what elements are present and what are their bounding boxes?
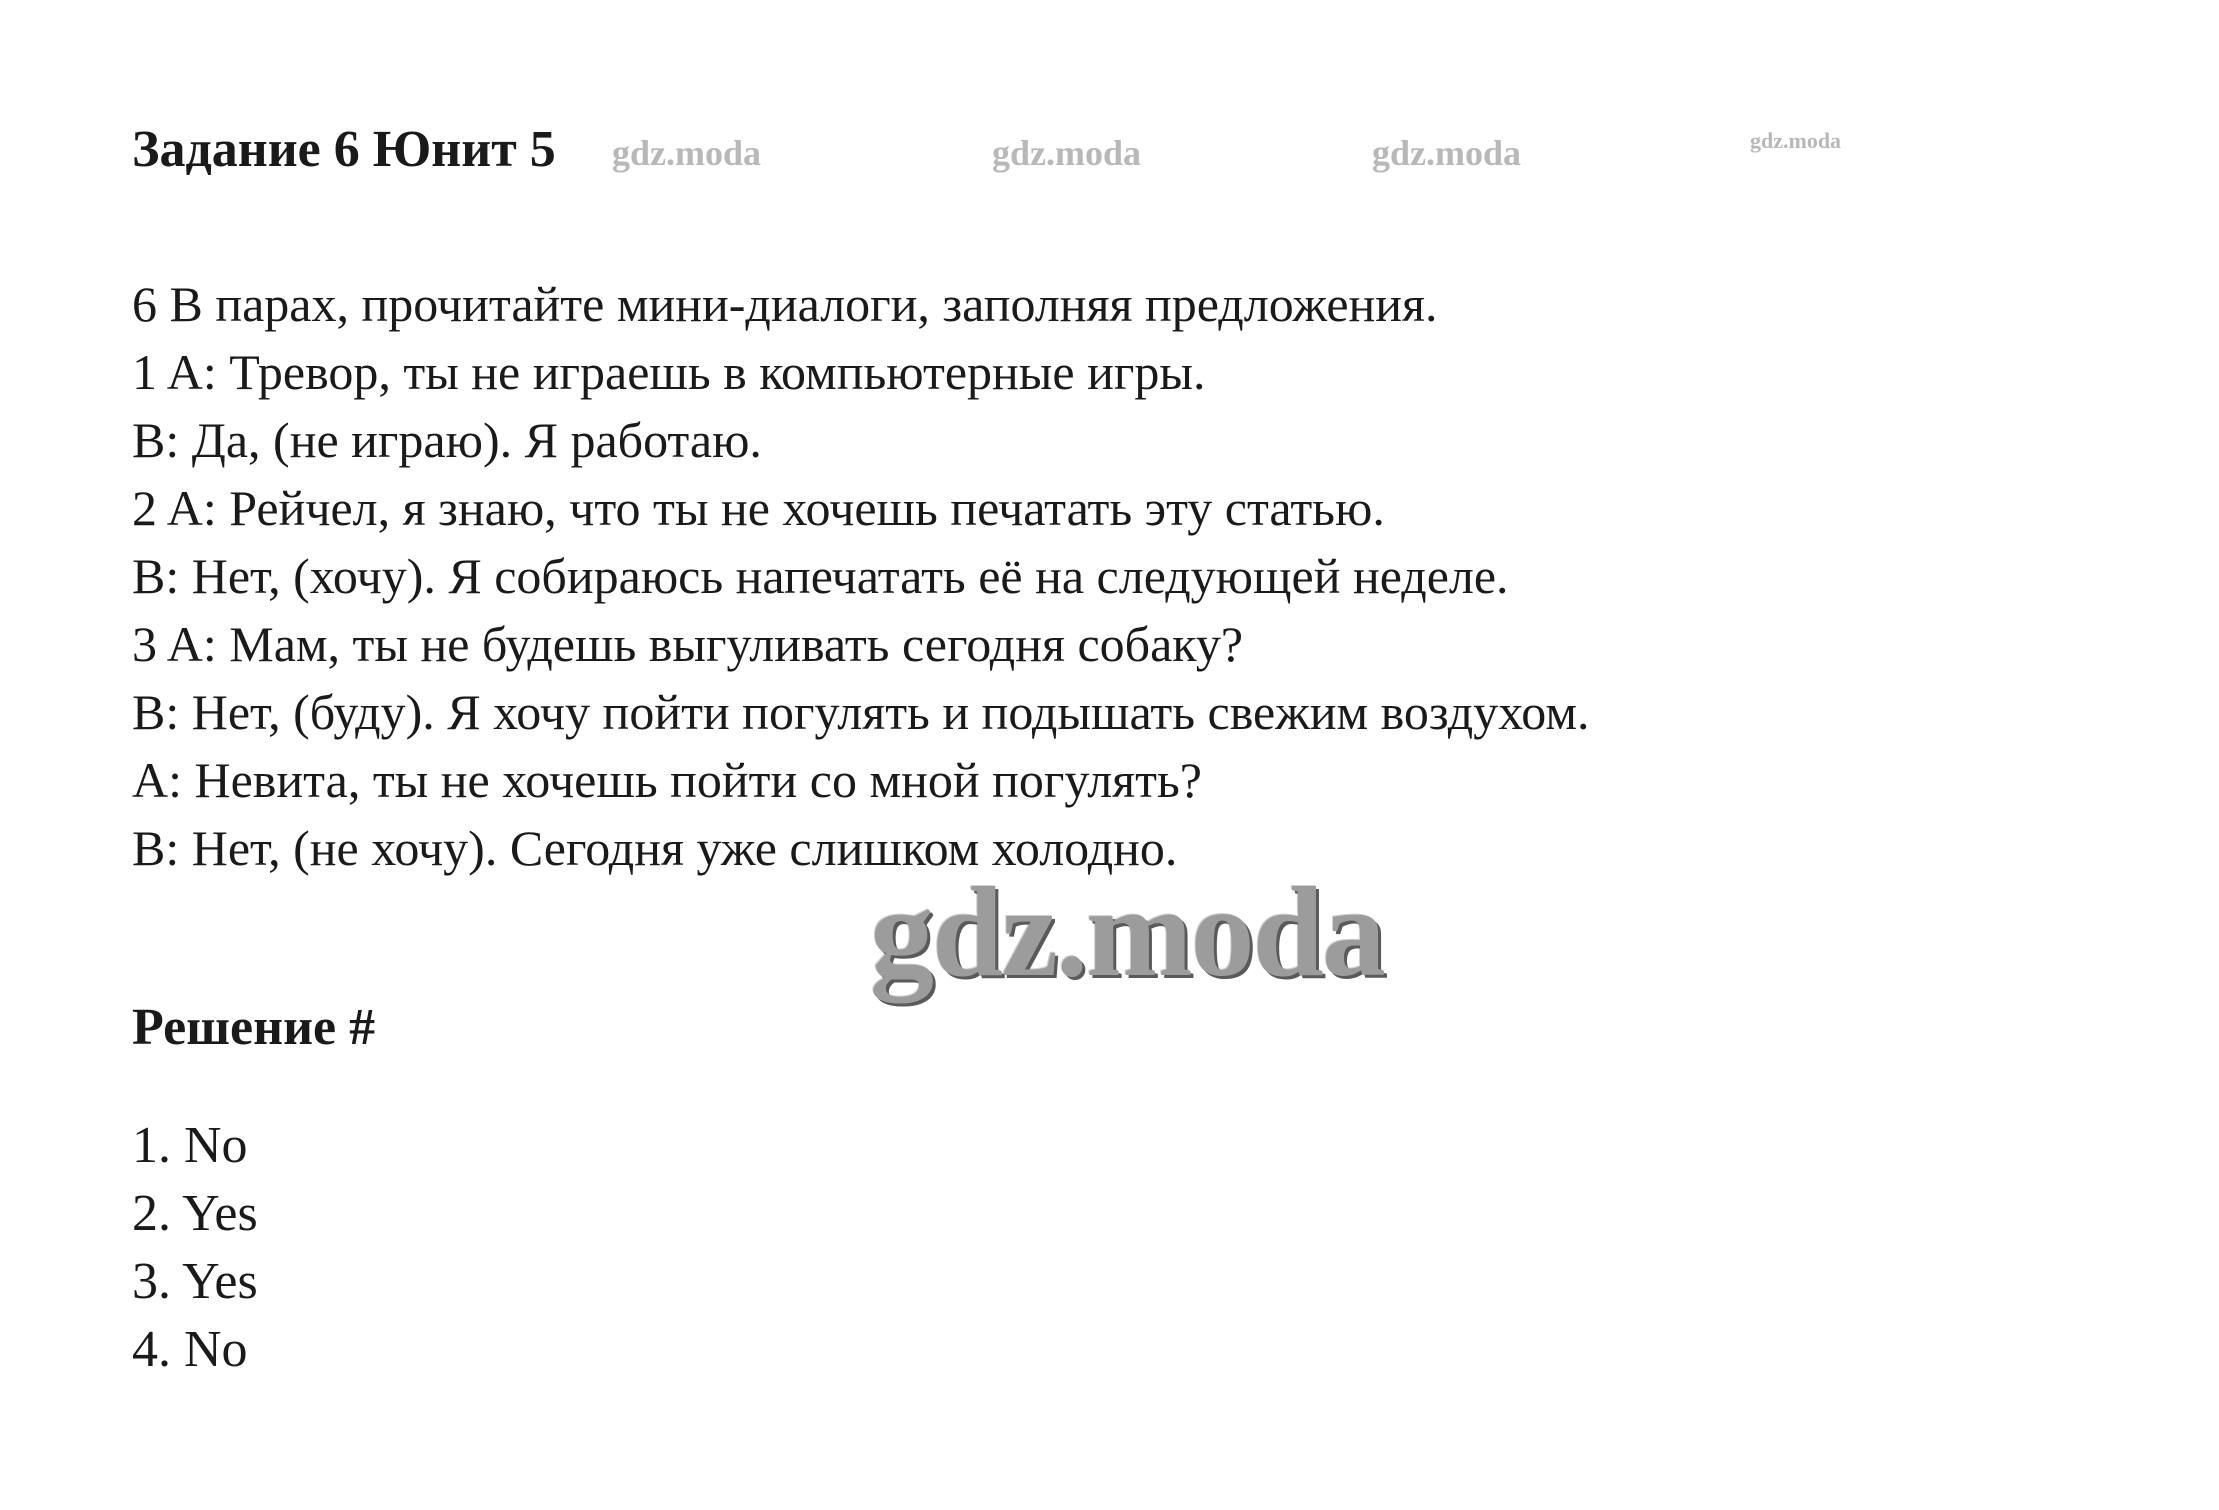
dialogue-line: B: Нет, (не хочу). Сегодня уже слишком холодно.	[132, 820, 1178, 876]
page-title: Задание 6 Юнит 5	[132, 121, 556, 178]
dialogue-line: 3 A: Мам, ты не будешь выгуливать сегодня собаку?	[132, 616, 1244, 672]
answer-list	[132, 1112, 258, 1384]
watermark: gdz.moda	[992, 133, 1142, 173]
dialogue-line: B: Да, (не играю). Я работаю.	[132, 412, 762, 468]
dialogue-line: A: Невита, ты не хочешь пойти со мной погулять?	[132, 752, 1202, 808]
task-instruction: 6 В парах, прочитайте мини-диалоги, заполняя предложения.	[132, 276, 1438, 332]
solution-heading: Решение #	[132, 999, 376, 1056]
answer-item: 4. No	[132, 1321, 248, 1378]
answer-item: 1. No	[132, 1117, 248, 1174]
watermark: gdz.moda	[612, 133, 762, 173]
answer-item: 3. Yes	[132, 1253, 258, 1310]
watermark: gdz.moda	[1372, 133, 1522, 173]
dialogue-line: B: Нет, (буду). Я хочу пойти погулять и подышать свежим воздухом.	[132, 684, 1590, 740]
task-text	[132, 270, 1590, 882]
dialogue-line: B: Нет, (хочу). Я собираюсь напечатать её на следующей неделе.	[132, 548, 1509, 604]
answer-item: 2. Yes	[132, 1185, 258, 1242]
watermark: gdz.moda	[1750, 128, 1842, 153]
dialogue-line: 2 A: Рейчел, я знаю, что ты не хочешь печатать эту статью.	[132, 480, 1385, 536]
dialogue-line: 1 A: Тревор, ты не играешь в компьютерные игры.	[132, 344, 1206, 400]
watermark-large: gdz.moda	[870, 861, 1384, 1003]
